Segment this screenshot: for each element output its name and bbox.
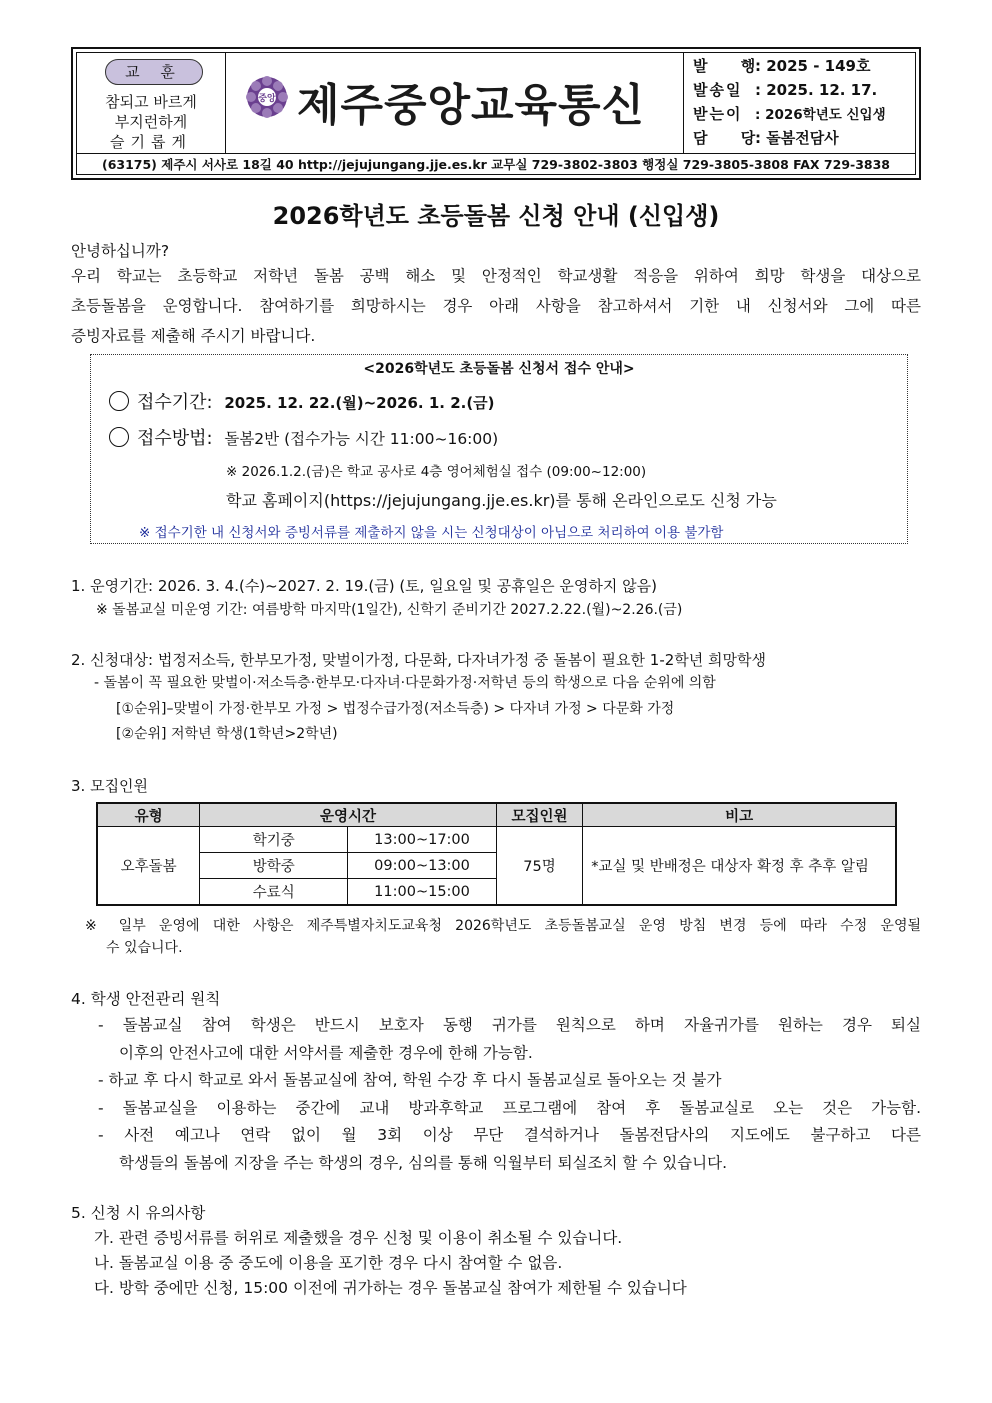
recruitment-note: ※ 일부 운영에 대한 사항은 제주특별자치도교육청 2026학년도 초등돌봄교실 운영 방침 변경 등에 따라 수정 운영될	[85, 918, 921, 934]
method-value: 돌봄2반 (접수가능 시간 11:00~16:00)	[224, 430, 499, 448]
motto-line: 참되고 바르게	[105, 93, 197, 111]
circle-bullet-icon	[109, 427, 129, 447]
intro-paragraph: 초등돌봄을 운영합니다. 참여하기를 희망하시는 경우 아래 사항을 참고하셔서 기한 내 신청서와 그에 따른	[71, 297, 921, 315]
newsletter-title: 제주중앙교육통신	[297, 80, 646, 131]
school-address: (63175) 제주시 서사로 18길 40 http://jejujungang.jje.es.kr 교무실 729-3802-3803 행정실 729-3805-3808 FAX 729-3838	[77, 153, 915, 174]
period-cell: 수료식	[200, 879, 348, 906]
application-period	[109, 388, 495, 414]
notice-warning: ※ 접수기한 내 신청서와 증빙서류를 제출하지 않을 시는 신청대상이 아님으로 처리하여 이용 불가함	[139, 525, 724, 541]
table-header: 운영시간	[200, 803, 497, 827]
issue-label: 발 행	[693, 57, 770, 75]
circle-bullet-icon	[109, 391, 129, 411]
table-header: 유형	[97, 803, 200, 827]
contact-label: 담 당	[693, 129, 770, 147]
motto-line: 슬기롭게	[110, 133, 192, 151]
page-title: 2026학년도 초등돌봄 신청 안내 (신입생)	[272, 202, 720, 230]
date-value: : 2025. 12. 17.	[755, 81, 878, 99]
recruitment-note: 수 있습니다.	[106, 940, 183, 956]
capacity-cell: 75명	[496, 827, 582, 906]
school-emblem-icon	[245, 75, 289, 119]
eligibility-line: [②순위] 저학년 학생(1학년>2학년)	[116, 726, 338, 742]
method-note: ※ 2026.1.2.(금)은 학교 공사로 4층 영어체험실 접수 (09:00~12:00)	[226, 464, 647, 480]
safety-rule: 이후의 안전사고에 대한 서약서를 제출한 경우에 한해 가능함.	[119, 1044, 533, 1062]
date-label: 발송일	[693, 81, 743, 99]
section-note: ※ 돌봄교실 미운영 기간: 여름방학 마지막(1일간), 신학기 준비기간 2027.2.22.(월)~2.26.(금)	[96, 602, 683, 618]
section-eligibility: 2. 신청대상: 법정저소득, 한부모가정, 맞벌이가정, 다문화, 다자녀가정 중 돌봄이 필요한 1-2학년 희망학생	[71, 651, 766, 669]
recipient-value: : 2026학년도 신입생	[755, 107, 886, 123]
remark-cell: *교실 및 반배정은 대상자 확정 후 추후 알림	[583, 827, 896, 906]
period-value: 2025. 12. 22.(월)~2026. 1. 2.(금)	[224, 394, 495, 412]
time-cell: 11:00~15:00	[348, 879, 497, 906]
online-note: 학교 홈페이지(https://jejujungang.jje.es.kr)를 통해 온라인으로도 신청 가능	[226, 491, 777, 510]
recipient-label: 받는이	[693, 105, 743, 123]
section-recruitment: 3. 모집인원	[71, 777, 149, 795]
time-cell: 09:00~13:00	[348, 853, 497, 879]
eligibility-line: [①순위]–맞벌이 가정·한부모 가정 > 법정수급가정(저소득층) > 다자녀 가정 > 다문화 가정	[116, 701, 675, 717]
table-header: 비고	[583, 803, 896, 827]
table-header-row	[97, 803, 896, 827]
section-safety: 4. 학생 안전관리 원칙	[71, 990, 221, 1008]
precaution-item: 가. 관련 증빙서류를 허위로 제출했을 경우 신청 및 이용이 취소될 수 있습니다.	[94, 1229, 623, 1247]
section-precautions: 5. 신청 시 유의사항	[71, 1204, 206, 1222]
intro-paragraph: 우리 학교는 초등학교 저학년 돌봄 공백 해소 및 안정적인 학교생활 적응을 위하여 희망 학생을 대상으로	[71, 267, 921, 285]
issue-info	[683, 53, 915, 153]
table-header: 모집인원	[496, 803, 582, 827]
safety-rule: - 사전 예고나 연락 없이 월 3회 이상 무단 결석하거나 돌봄전담사의 지도에도 불구하고 다른	[98, 1126, 921, 1144]
motto-line: 부지런하게	[114, 113, 188, 131]
motto-label: 교 훈	[105, 59, 203, 85]
section-operating-period: 1. 운영기간: 2026. 3. 4.(수)~2027. 2. 19.(금) (토, 일요일 및 공휴일은 운영하지 않음)	[71, 577, 657, 595]
precaution-item: 나. 돌봄교실 이용 중 중도에 이용을 포기한 경우 다시 참여할 수 없음.	[94, 1254, 563, 1272]
safety-rule: - 하교 후 다시 학교로 와서 돌봄교실에 참여, 학원 수강 후 다시 돌봄교실로 돌아오는 것 불가	[98, 1071, 722, 1089]
period-cell: 방학중	[200, 853, 348, 879]
safety-rule: 학생들의 돌봄에 지장을 주는 학생의 경우, 심의를 통해 익월부터 퇴실조치 할 수 있습니다.	[119, 1154, 728, 1172]
emblem-text: 중앙	[258, 94, 276, 104]
safety-rule: - 돌봄교실을 이용하는 중간에 교내 방과후학교 프로그램에 참여 후 돌봄교실로 오는 것은 가능함.	[98, 1099, 921, 1117]
care-type: 오후돌봄	[97, 827, 200, 906]
notice-title: <2026학년도 초등돌봄 신청서 접수 안내>	[363, 361, 635, 377]
period-label: 접수기간:	[137, 392, 213, 413]
intro-paragraph: 증빙자료를 제출해 주시기 바랍니다.	[71, 327, 316, 345]
safety-rule: - 돌봄교실 참여 학생은 반드시 보호자 동행 귀가를 원칙으로 하며 자율귀가를 원하는 경우 퇴실	[98, 1016, 921, 1034]
school-motto	[77, 53, 226, 153]
period-cell: 학기중	[200, 827, 348, 853]
application-method	[109, 424, 498, 450]
eligibility-line: - 돌봄이 꼭 필요한 맞벌이·저소득층·한부모·다자녀·다문화가정·저학년 등의 학생으로 다음 순위에 의함	[94, 675, 716, 691]
recruitment-table	[96, 802, 897, 906]
time-cell: 13:00~17:00	[348, 827, 497, 853]
application-notice-box	[90, 354, 908, 544]
contact-value: : 돌봄전담사	[755, 129, 839, 147]
newsletter-header	[71, 47, 921, 180]
issue-value: : 2025 - 149호	[755, 57, 871, 75]
newsletter-title-cell	[225, 53, 684, 153]
greeting: 안녕하십니까?	[71, 242, 170, 260]
method-label: 접수방법:	[137, 428, 213, 449]
table-row	[97, 827, 896, 853]
precaution-item: 다. 방학 중에만 신청, 15:00 이전에 귀가하는 경우 돌봄교실 참여가 제한될 수 있습니다	[94, 1279, 687, 1297]
